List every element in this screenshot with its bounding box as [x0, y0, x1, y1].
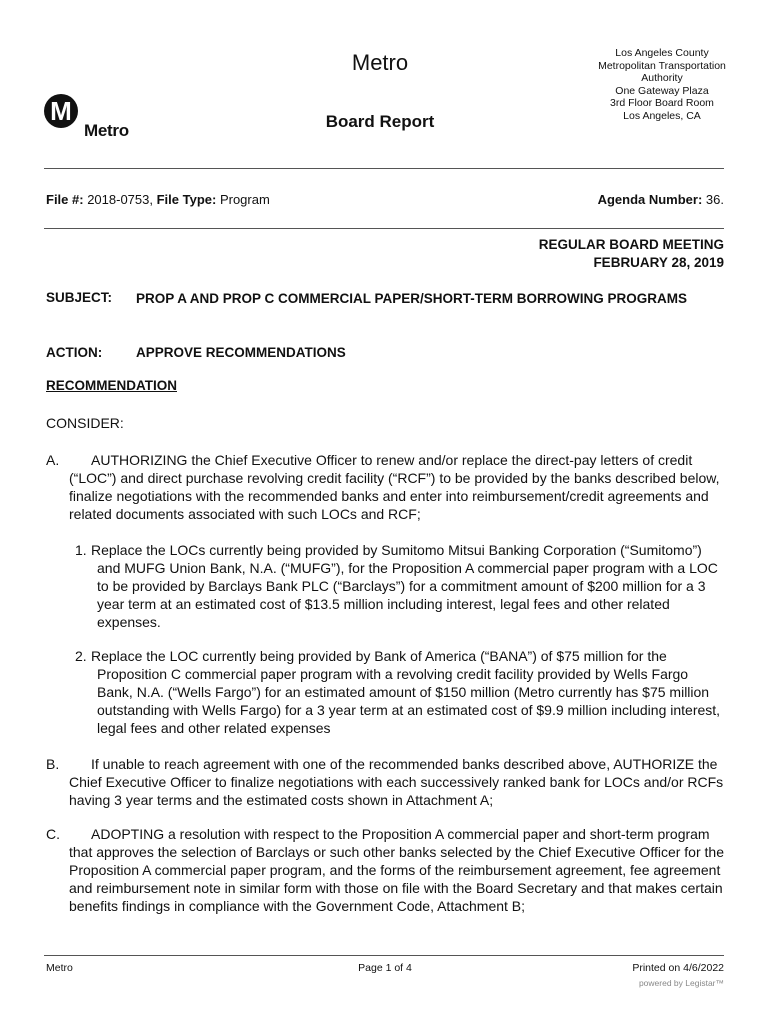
consider-label: CONSIDER: [46, 415, 124, 431]
recommendation-heading: RECOMMENDATION [46, 378, 177, 393]
item-number: 1. [75, 542, 87, 558]
recommendation-a [46, 451, 726, 523]
file-number: 2018-0753, [87, 192, 153, 207]
recommendation-a-item-2 [75, 647, 723, 737]
meeting-heading [539, 236, 724, 272]
item-text: Replace the LOCs currently being provided by Sumitomo Mitsui Banking Corporation (“Sumitomo”) and MUFG Union Bank, N.A. (“MUFG”), for the Proposition A commercial paper program with a LOC to be provided by Barclays Bank PLC (“Barclays”) for a commitment amount of $200 million for a 3 year term at an estimated cost of $13.5 million including interest, legal fees and other related expenses. [91, 542, 718, 630]
footer-org: Metro [46, 962, 73, 974]
recommendation-letter: B. [46, 756, 60, 772]
recommendation-letter: C. [46, 826, 60, 842]
recommendation-text: AUTHORIZING the Chief Executive Officer to renew and/or replace the direct-pay letters of credit (“LOC”) and direct purchase revolving credit facility (“RCF”) to be provided by the banks described below, finalize negotiations with the recommended banks and enter into reimbursement/credit agreements and related documents associated with such LOCs and RCF; [69, 452, 720, 522]
agenda-label: Agenda Number: [597, 192, 703, 207]
file-info [46, 192, 270, 207]
footer-divider [44, 955, 724, 956]
document-org-title: Metro [351, 50, 409, 75]
agenda-number [598, 192, 724, 207]
address-line: Los Angeles, CA [623, 109, 701, 122]
item-text: Replace the LOC currently being provided by Bank of America (“BANA”) of $75 million for the Proposition C commercial paper program with a revolving credit facility provided by Wells Fargo Bank, N.A. (“Wells Fargo”) for an estimated amount of $150 million (Metro currently has $75 million outstanding with Wells Fargo) for a 3 year term at an estimated cost of $9.9 million including interest, legal fees and other related expenses [91, 648, 721, 736]
address-line: 3rd Floor Board Room [610, 97, 714, 109]
header-divider [44, 168, 724, 169]
agency-address [562, 47, 762, 122]
metro-logo-icon: M [44, 94, 78, 128]
file-label: File #: [46, 192, 84, 207]
action-text: APPROVE RECOMMENDATIONS [136, 345, 346, 360]
page-number: Page 1 of 4 [358, 962, 412, 974]
printed-date: Printed on 4/6/2022 [632, 962, 724, 974]
metro-logo-word: Metro [84, 121, 129, 140]
report-type-title: Board Report [325, 112, 435, 131]
recommendation-a-item-1 [75, 541, 723, 631]
address-line: Authority [641, 72, 683, 84]
meeting-name: REGULAR BOARD MEETING [538, 237, 724, 252]
item-number: 2. [75, 648, 87, 664]
recommendation-text: If unable to reach agreement with one of the recommended banks described above, AUTHORIZE the Chief Executive Officer to finalize negotiations with each successively ranked bank for LOCs and/or RCFs having 3 year terms and the estimated costs shown in Attachment A; [69, 756, 724, 808]
address-line: One Gateway Plaza [615, 84, 709, 97]
meeting-date: FEBRUARY 28, 2019 [593, 255, 724, 270]
file-info-divider [44, 228, 724, 229]
powered-by-legistar: powered by Legistar™ [638, 978, 724, 988]
action-label: ACTION: [46, 345, 103, 360]
subject-text: PROP A AND PROP C COMMERCIAL PAPER/SHORT-TERM BORROWING PROGRAMS [136, 291, 688, 306]
recommendation-c [46, 825, 726, 915]
agenda-value: 36. [705, 192, 724, 207]
recommendation-text: ADOPTING a resolution with respect to the Proposition A commercial paper and short-term program that approves the selection of Barclays or such other banks selected by the Chief Executive Officer for the Proposition A commercial paper program, and the forms of the reimbursement agreement, fee agreement and reimbursement note in similar form with those on file with the Board Secretary and that makes certain benefits findings in compliance with the Government Code, Attachment B; [69, 826, 724, 914]
subject-label: SUBJECT: [46, 290, 113, 305]
file-type-value: Program [219, 192, 270, 207]
address-line: Metropolitan Transportation [598, 59, 726, 72]
address-line: Los Angeles County [615, 47, 709, 59]
file-type-label: File Type: [156, 192, 217, 207]
recommendation-letter: A. [46, 452, 60, 468]
recommendation-b [46, 755, 726, 809]
